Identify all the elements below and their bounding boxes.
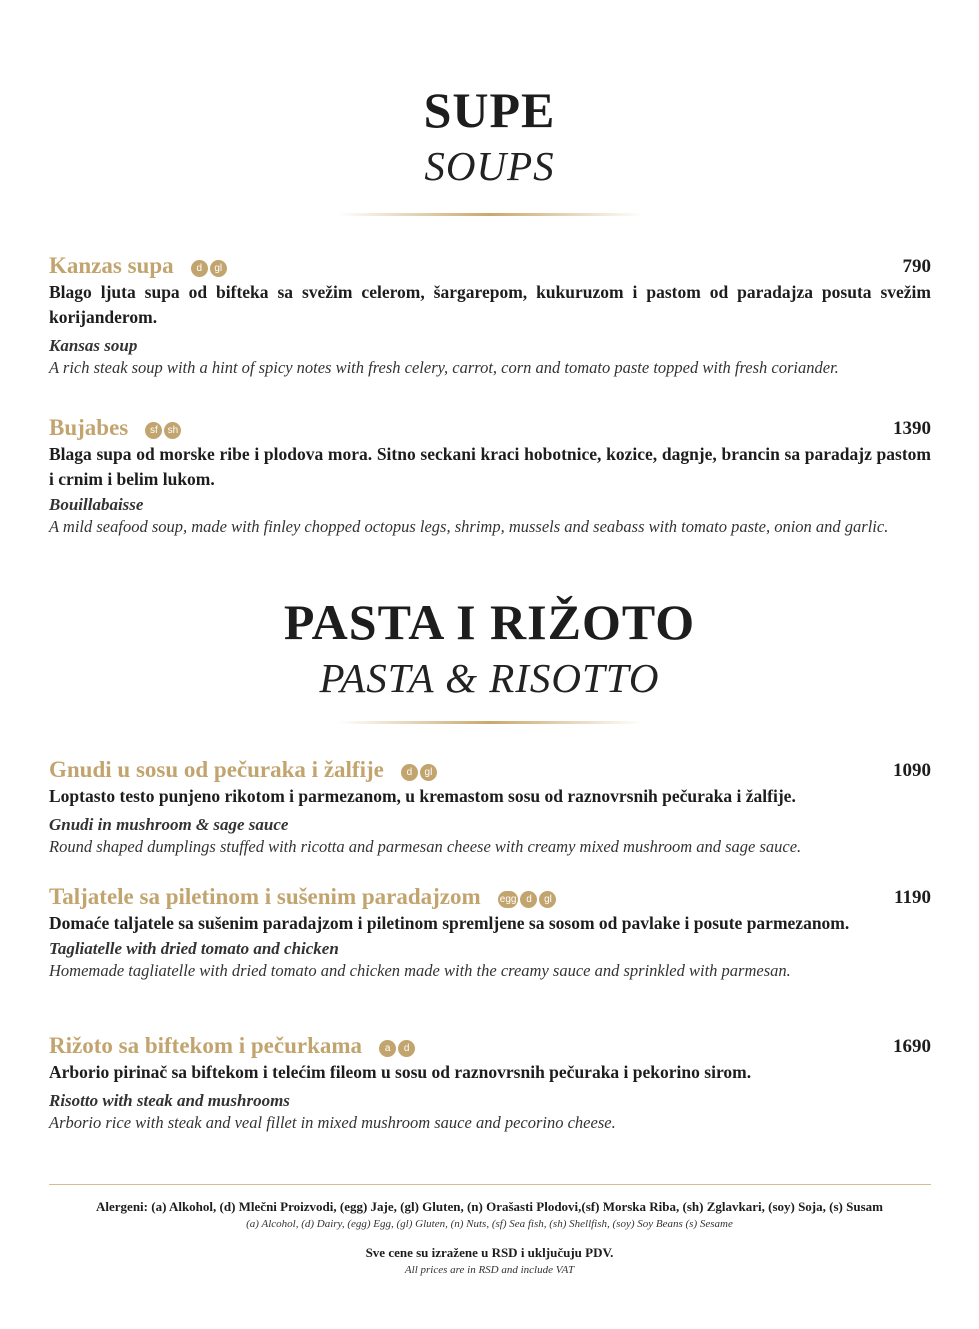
price-note [0,1244,979,1278]
item-description-english: A rich steak soup with a hint of spicy notes with fresh celery, carrot, corn and tomato paste topped with fresh coriander. [49,358,839,377]
item-description-english: A mild seafood soup, made with finley chopped octopus legs, shrimp, mussels and seabass with tomato paste, onion and garlic. [49,517,889,536]
allergen-badge: sh [164,422,181,439]
item-name: Kanzas supa [49,253,174,278]
allergen-badge: d [401,764,418,781]
item-price: 1690 [893,1036,931,1057]
section-subtitle: PASTA & RISOTTO [319,655,660,701]
menu-item [49,1033,931,1134]
item-name-english: Bouillabaisse [49,495,144,514]
item-name: Bujabes [49,415,129,440]
allergen-badge: gl [420,764,437,781]
menu-item [49,253,931,379]
allergen-legend [0,1198,979,1232]
gold-divider [338,721,642,724]
item-name-english: Risotto with steak and mushrooms [49,1091,290,1110]
item-name: Taljatele sa piletinom i sušenim paradajzom [49,884,481,909]
item-description: Blaga supa od morske ribe i plodova mora. Sitno seckani kraci hobotnice, kozice, dagnje, brancin sa paradajz pastom i crnim i belim lukom. [49,444,931,489]
allergen-badge: gl [210,260,227,277]
allergen-badges [191,256,229,277]
allergen-badge: d [191,260,208,277]
item-price: 1090 [893,760,931,781]
price-note-serbian: Sve cene su izražene u RSD i uključuju PDV. [365,1245,614,1260]
item-price: 1190 [894,887,931,908]
allergen-badge: a [379,1040,396,1057]
item-name-english: Tagliatelle with dried tomato and chicken [49,939,339,958]
allergen-legend-serbian: Alergeni: (a) Alkohol, (d) Mlečni Proizvodi, (egg) Jaje, (gl) Gluten, (n) Orašasti Plodovi,(sf) Morska Riba, (sh) Zglavkari, (soy) Soja, (s) Susam [96,1199,883,1214]
price-note-english: All prices are in RSD and include VAT [404,1264,575,1276]
allergen-badge: egg [498,891,519,908]
allergen-badge: gl [539,891,556,908]
item-price: 1390 [893,418,931,439]
item-description-english: Round shaped dumplings stuffed with ricotta and parmesan cheese with creamy mixed mushroom and sage sauce. [49,837,802,856]
item-description: Arborio pirinač sa biftekom i telećim fileom u sosu od raznovrsnih pečuraka i pekorino sirom. [49,1062,752,1082]
section-title: PASTA I RIŽOTO [283,594,696,650]
soups-header [0,82,979,191]
item-price: 790 [902,256,931,277]
item-description: Domaće taljatele sa sušenim paradajzom i piletinom spremljene sa sosom od pavlake i posute parmezanom. [49,913,850,933]
item-description-english: Homemade tagliatelle with dried tomato and chicken made with the creamy sauce and sprinkled with parmesan. [49,961,791,980]
allergen-badges [145,418,183,439]
menu-item [49,884,931,982]
item-name-english: Gnudi in mushroom & sage sauce [49,815,289,834]
allergen-badges [401,760,439,781]
allergen-badge: d [398,1040,415,1057]
item-description: Blago ljuta supa od bifteka sa svežim celerom, šargarepom, kukuruzom i pastom od paradajza posuta svežim korijanderom. [49,282,931,327]
item-name: Gnudi u sosu od pečuraka i žalfije [49,757,384,782]
item-name: Rižoto sa biftekom i pečurkama [49,1033,363,1058]
footer-divider [49,1184,931,1185]
section-subtitle: SOUPS [424,143,555,189]
menu-item [49,757,931,858]
allergen-legend-english: (a) Alcohol, (d) Dairy, (egg) Egg, (gl) Gluten, (n) Nuts, (sf) Sea fish, (sh) Shellfish, (soy) Soy Beans (s) Sesame [246,1218,733,1230]
allergen-badges [379,1036,417,1057]
gold-divider [338,213,642,216]
allergen-badge: d [520,891,537,908]
item-name-english: Kansas soup [49,336,138,355]
item-description-english: Arborio rice with steak and veal fillet in mixed mushroom sauce and pecorino cheese. [49,1113,616,1132]
menu-item [49,415,931,538]
item-description: Loptasto testo punjeno rikotom i parmezanom, u kremastom sosu od raznovrsnih pečuraka i žalfije. [49,786,796,806]
allergen-badges [498,887,559,908]
section-title: SUPE [423,82,556,138]
allergen-badge: sf [145,422,162,439]
pasta-header [0,594,979,703]
